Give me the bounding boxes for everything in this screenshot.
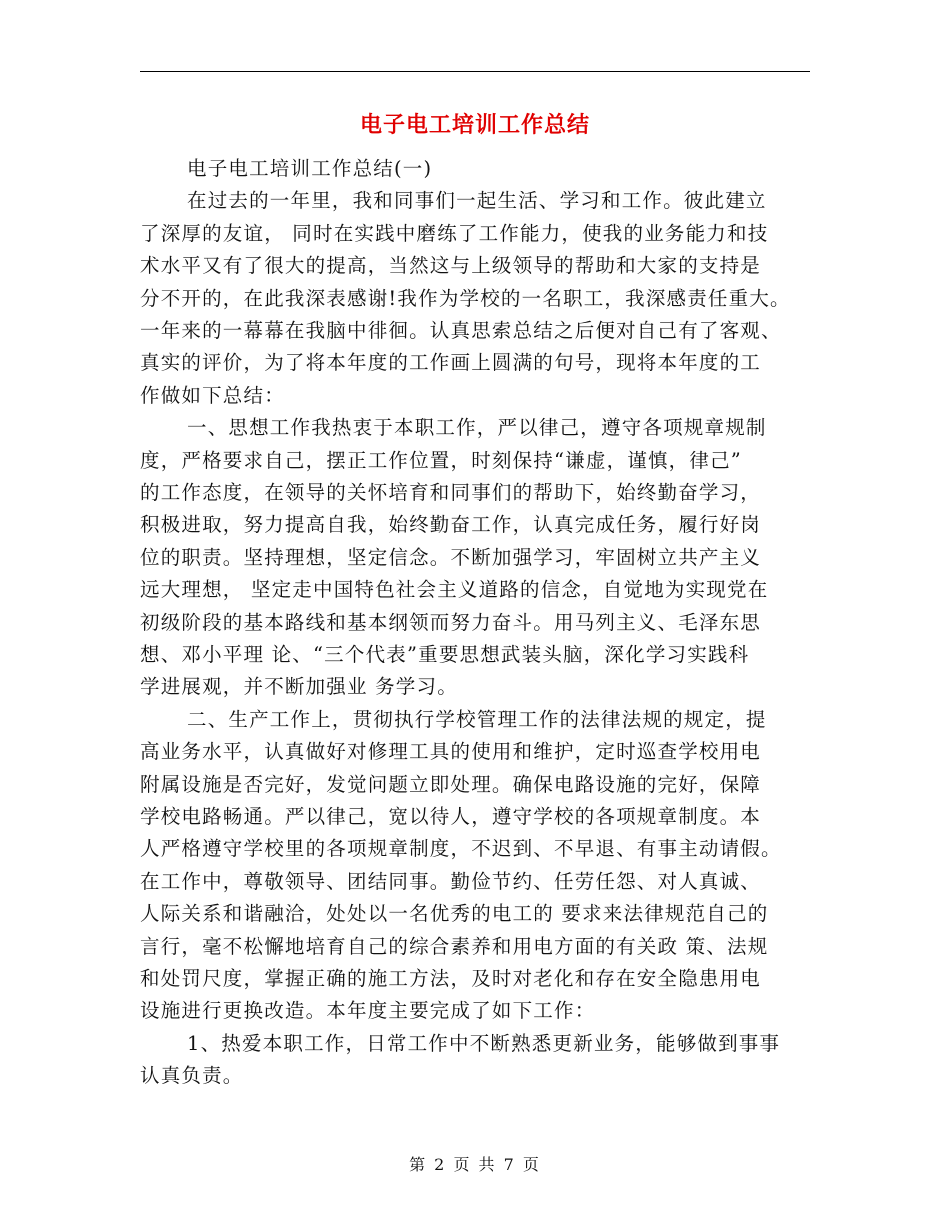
text-line: 电子电工培训工作总结(一) bbox=[187, 157, 433, 180]
text-line: 的工作态度，在领导的关怀培育和同事们的帮助下，始终勤奋学习， bbox=[140, 481, 762, 504]
text-line: 想、邓小平理 论、“三个代表”重要思想武装头脑，深化学习实践科 bbox=[140, 643, 750, 666]
text-line: 设施进行更换改造。本年度主要完成了如下工作： bbox=[140, 999, 596, 1023]
text-line: 度，严格要求自己，摆正工作位置，时刻保持“谦虚，谨慎，律己” bbox=[140, 448, 742, 472]
text-line: 了深厚的友谊， 同时在实践中磨练了工作能力，使我的业务能力和技 bbox=[140, 221, 769, 245]
text-line: 分不开的，在此我深表感谢!我作为学校的一名职工，我深感责任重大。 bbox=[140, 286, 791, 310]
text-line: 初级阶段的基本路线和基本纲领而努力奋斗。用马列主义、毛泽东思 bbox=[140, 610, 762, 634]
text-line: 积极进取，努力提高自我，始终勤奋工作，认真完成任务，履行好岗 bbox=[140, 513, 762, 537]
text-line: 学进展观，并不断加强业 务学习。 bbox=[140, 675, 458, 699]
text-line: 术水平又有了很大的提高，当然这与上级领导的帮助和大家的支持是 bbox=[140, 254, 762, 278]
text-line: 和处罚尺度，掌握正确的施工方法，及时对老化和存在安全隐患用电 bbox=[140, 967, 762, 990]
text-line: 在工作中，尊敬领导、团结同事。勤俭节约、任劳任怨、对人真诚、 bbox=[140, 869, 762, 893]
text-line: 附属设施是否完好，发觉问题立即处理。确保电路设施的完好，保障 bbox=[140, 772, 762, 796]
text-line: 二、生产工作上，贯彻执行学校管理工作的法律法规的规定，提 bbox=[187, 707, 767, 731]
text-line: 高业务水平，认真做好对修理工具的使用和维护，定时巡查学校用电 bbox=[140, 740, 762, 764]
text-line: 1、热爱本职工作，日常工作中不断熟悉更新业务，能够做到事事 bbox=[187, 1031, 781, 1055]
text-line: 一、思想工作我热衷于本职工作，严以律己，遵守各项规章规制 bbox=[187, 416, 767, 440]
text-line: 位的职责。坚持理想，坚定信念。不断加强学习，牢固树立共产主义 bbox=[140, 545, 762, 569]
text-line: 认真负责。 bbox=[140, 1064, 244, 1088]
header-rule bbox=[140, 71, 810, 72]
text-line: 人严格遵守学校里的各项规章制度，不迟到、不早退、有事主动请假。 bbox=[140, 837, 782, 861]
document-title: 电子电工培训工作总结 bbox=[359, 112, 590, 138]
text-line: 作做如下总结： bbox=[140, 383, 285, 407]
page-number: 第 2 页 共 7 页 bbox=[409, 1155, 541, 1174]
text-line: 一年来的一幕幕在我脑中徘徊。认真思索总结之后便对自己有了客观、 bbox=[140, 319, 782, 342]
text-line: 学校电路畅通。严以律己，宽以待人，遵守学校的各项规章制度。本 bbox=[140, 805, 762, 828]
text-line: 在过去的一年里，我和同事们一起生活、学习和工作。彼此建立 bbox=[187, 189, 767, 213]
text-line: 真实的评价，为了将本年度的工作画上圆满的句号，现将本年度的工 bbox=[140, 351, 762, 375]
text-line: 人际关系和谐融洽，处处以一名优秀的电工的 要求来法律规范自己的 bbox=[140, 902, 769, 926]
text-line: 远大理想， 坚定走中国特色社会主义道路的信念，自觉地为实现党在 bbox=[140, 578, 769, 602]
text-line: 言行，毫不松懈地培育自己的综合素养和用电方面的有关政 策、法规 bbox=[140, 934, 769, 958]
